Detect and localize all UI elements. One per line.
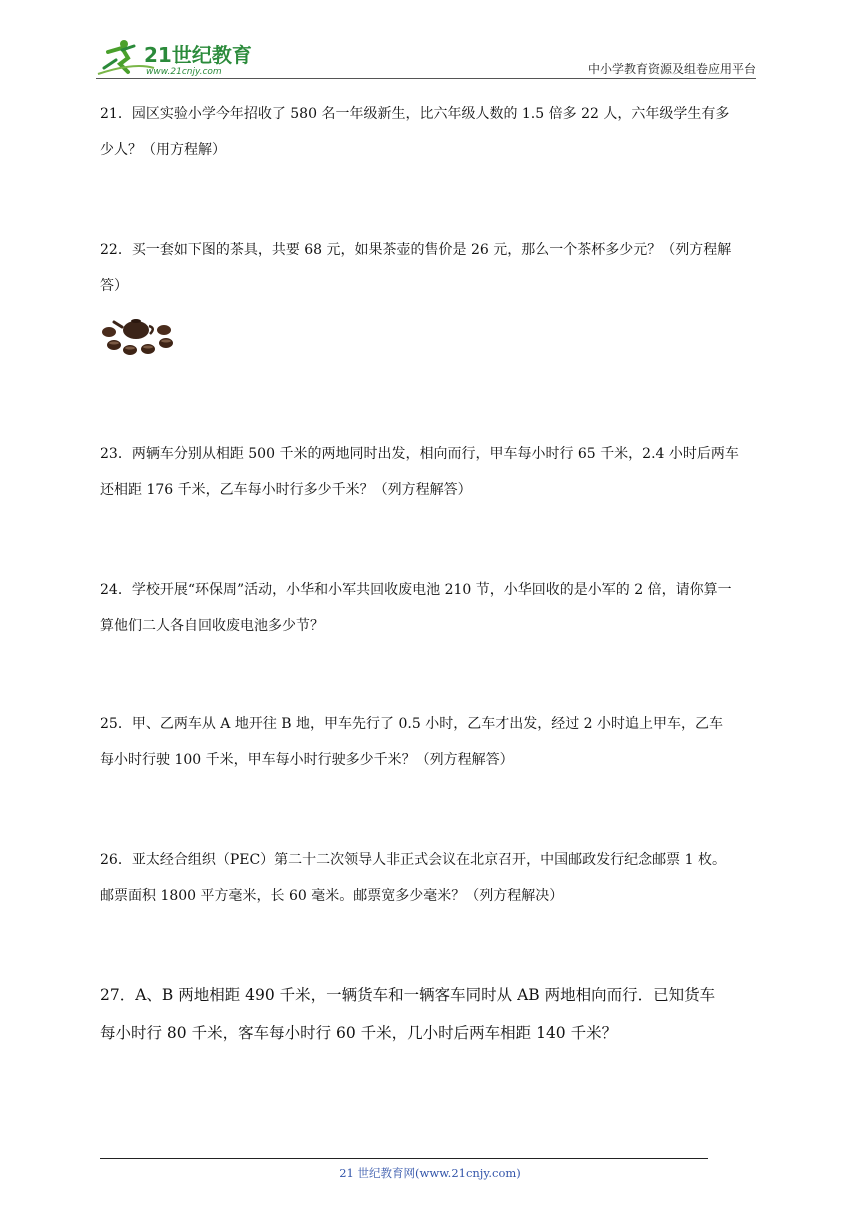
- question-number: 26．: [100, 852, 132, 868]
- question-21: [100, 96, 764, 168]
- question-line: 还相距 176 千米，乙车每小时行多少千米？（列方程解答）: [100, 482, 472, 498]
- teaset-image: [100, 312, 178, 358]
- question-line: [100, 842, 764, 878]
- question-line: 算他们二人各自回收废电池多少节？: [100, 618, 324, 634]
- question-line: [100, 96, 764, 132]
- question-22: [100, 232, 764, 304]
- question-line: [100, 436, 764, 472]
- question-23: [100, 436, 764, 508]
- footer-divider: [100, 1158, 708, 1159]
- question-number: 23．: [100, 446, 132, 462]
- question-line: [100, 232, 764, 268]
- question-line: [100, 572, 764, 608]
- platform-name: 中小学教育资源及组卷应用平台: [587, 62, 756, 76]
- question-line: 每小时行驶 100 千米，甲车每小时行驶多少千米？（列方程解答）: [100, 752, 514, 768]
- footer-text: 21 世纪教育网(www.21cnjy.com): [339, 1166, 521, 1180]
- question-line: [100, 706, 764, 742]
- question-number: 24．: [100, 582, 132, 598]
- question-text: 学校开展“环保周”活动，小华和小军共回收废电池 210 节，小华回收的是小军的 2 倍，请你算一: [131, 582, 732, 598]
- question-number: 21．: [100, 106, 132, 122]
- question-line: [100, 976, 764, 1014]
- question-text: 园区实验小学今年招收了 580 名一年级新生，比六年级人数的 1.5 倍多 22 人，六年级学生有多: [131, 106, 730, 122]
- question-26: [100, 842, 764, 914]
- question-text: 买一套如下图的茶具，共要 68 元，如果茶壶的售价是 26 元，那么一个茶杯多少元？（列方程解: [131, 242, 732, 258]
- question-line: 少人？（用方程解）: [100, 142, 226, 158]
- logo-url: www.21cnjy.com: [146, 67, 222, 77]
- question-line: 每小时行 80 千米，客车每小时行 60 千米，几小时后两车相距 140 千米？: [100, 1024, 618, 1042]
- logo-text: 21世纪教育: [144, 43, 252, 67]
- site-logo: [94, 38, 264, 78]
- question-27: [100, 976, 764, 1052]
- question-number: 27．: [100, 986, 136, 1004]
- question-line: 答）: [100, 278, 128, 294]
- question-text: 两辆车分别从相距 500 千米的两地同时出发，相向而行，甲车每小时行 65 千米，2.4 小时后两车: [131, 446, 739, 462]
- question-number: 22．: [100, 242, 132, 258]
- question-25: [100, 706, 764, 778]
- question-line: 邮票面积 1800 平方毫米，长 60 毫米。邮票宽多少毫米？（列方程解决）: [100, 888, 564, 904]
- question-24: [100, 572, 764, 644]
- question-text: 亚太经合组织（PEC）第二十二次领导人非正式会议在北京召开，中国邮政发行纪念邮票 1 枚。: [131, 852, 726, 868]
- question-number: 25．: [100, 716, 132, 732]
- question-text: 甲、乙两车从 A 地开往 B 地，甲车先行了 0.5 小时，乙车才出发，经过 2 小时追上甲车，乙车: [131, 716, 723, 732]
- header-divider: [96, 78, 756, 79]
- question-text: A、B 两地相距 490 千米，一辆货车和一辆客车同时从 AB 两地相向而行．已知货车: [135, 986, 716, 1004]
- page-header: [0, 0, 860, 82]
